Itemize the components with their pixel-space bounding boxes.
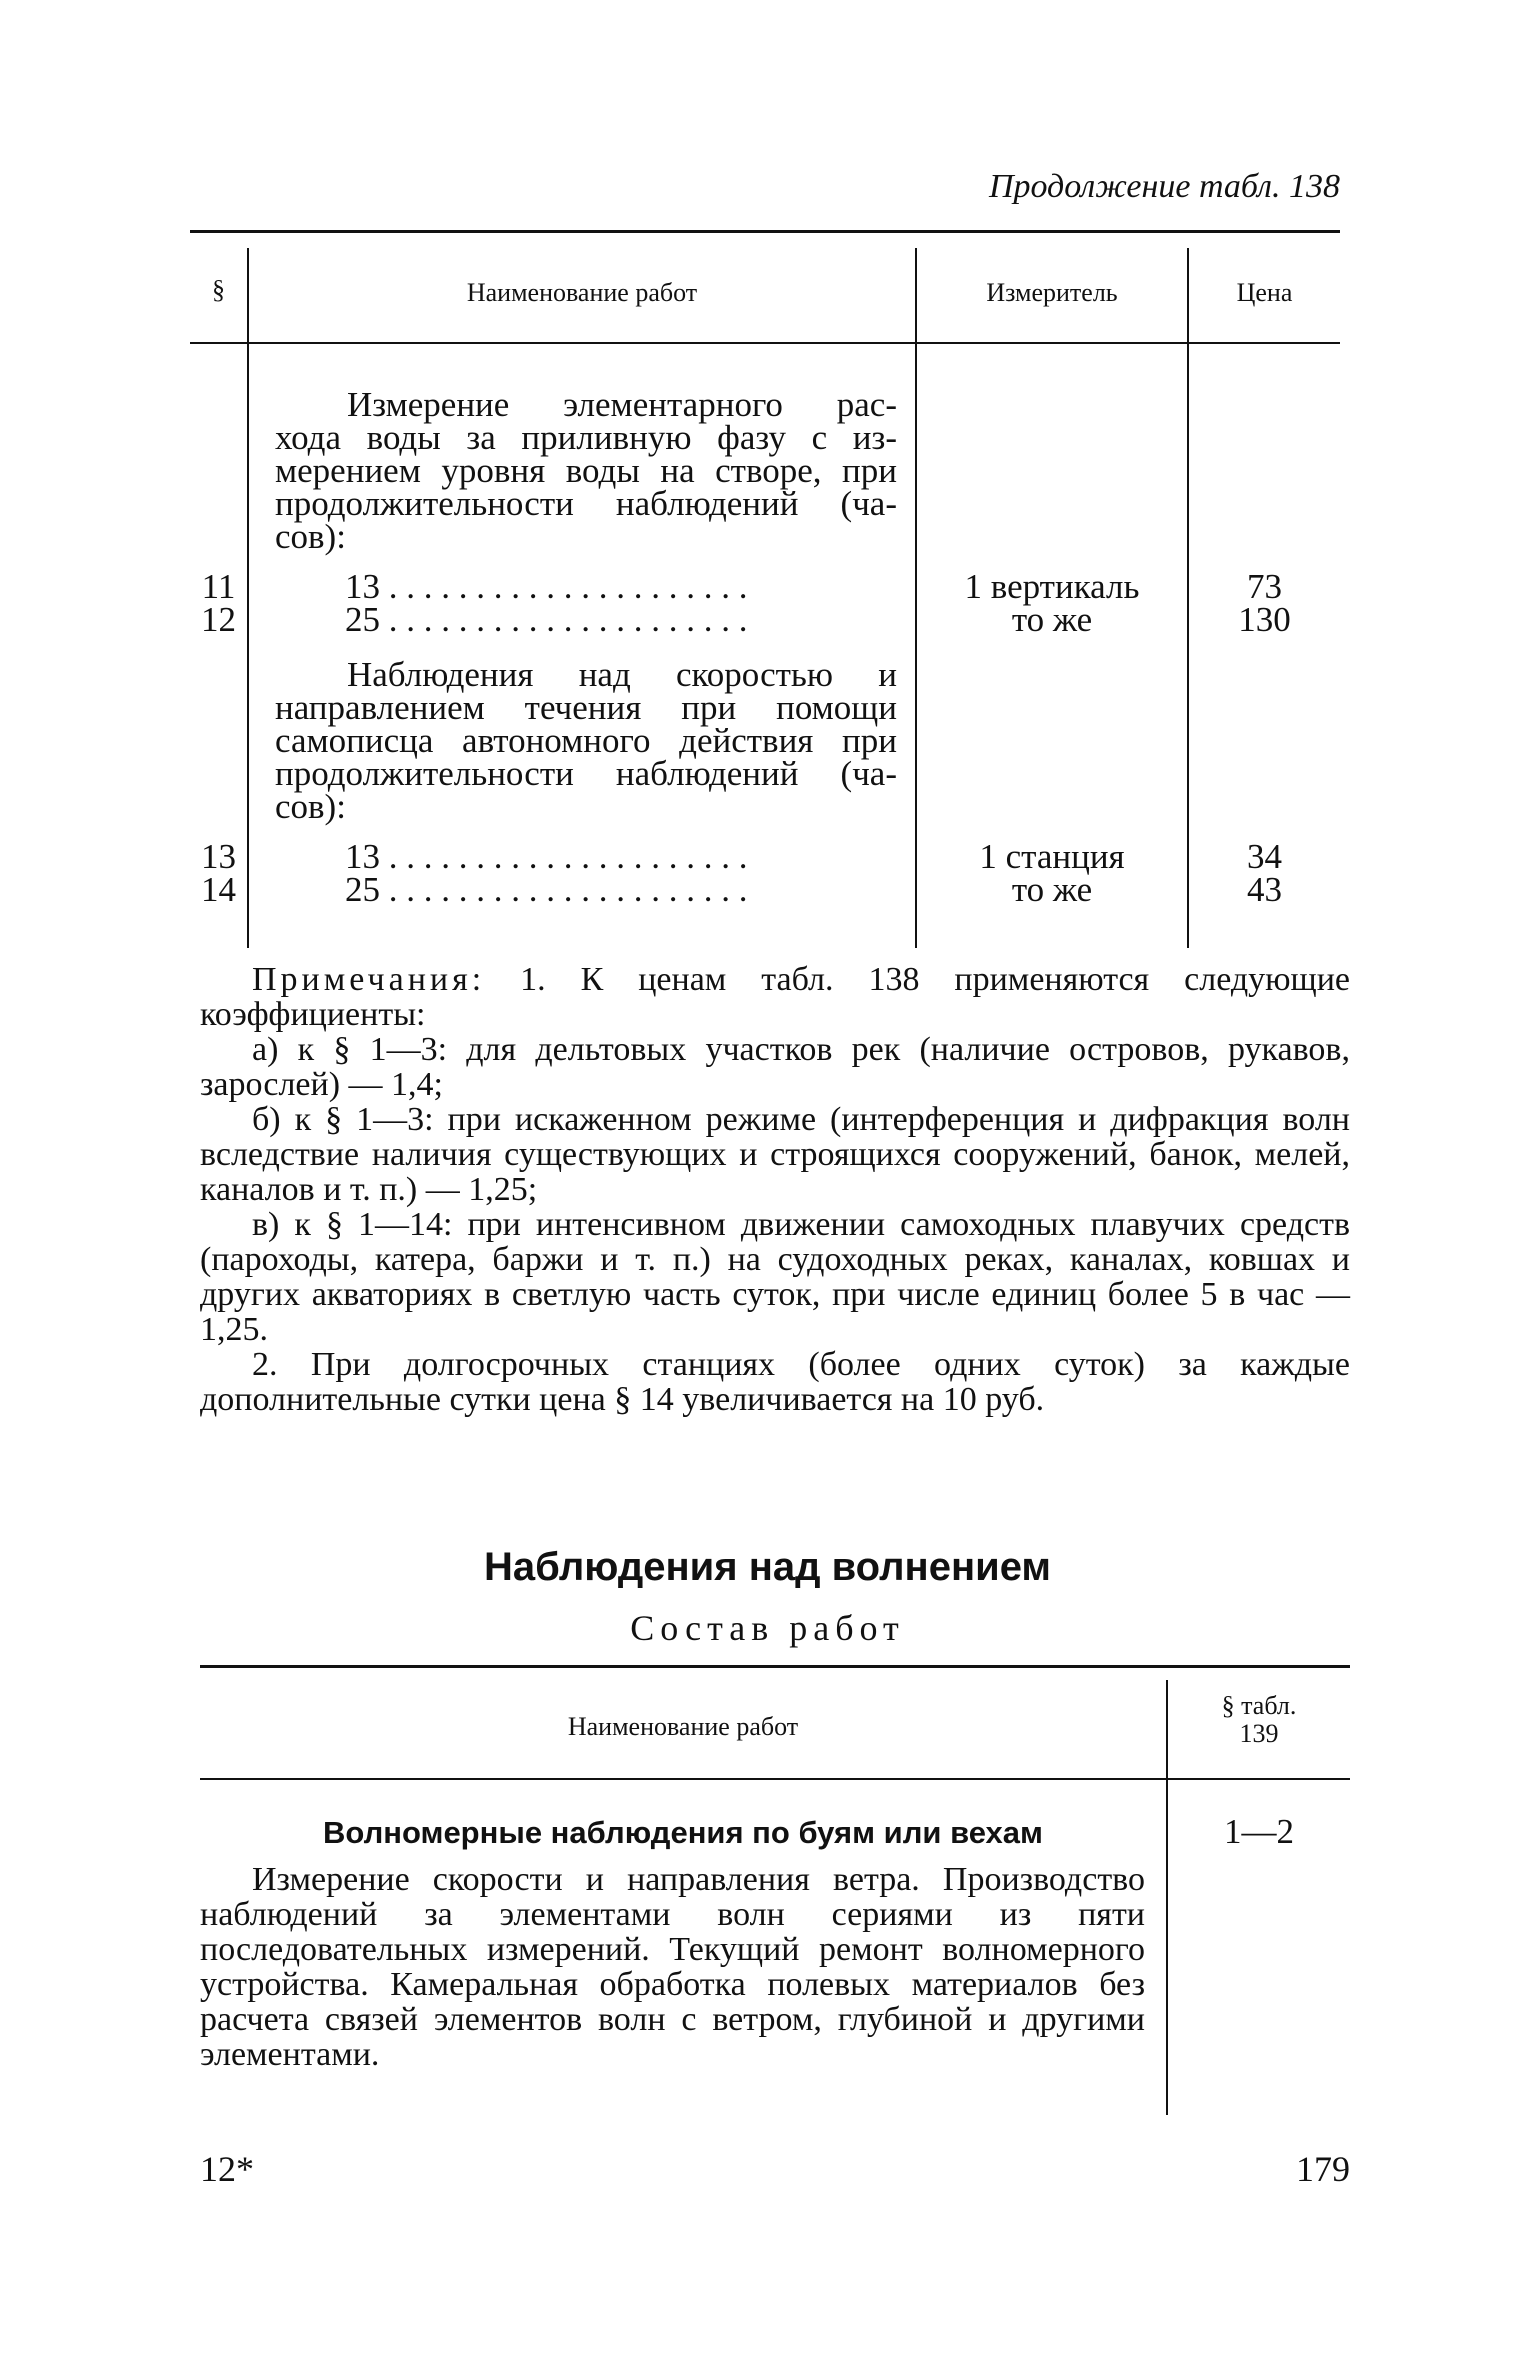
table2-header-ref: § табл. 139 bbox=[1221, 1691, 1297, 1748]
table-row-name: 25 . . . . . . . . . . . . . . . . . . . . . bbox=[345, 603, 748, 636]
table-top-rule bbox=[190, 230, 1340, 233]
group1-description: Измерение элементарного рас- хода воды за приливную фазу с из- мерением уровня воды на створе, при продолжительности наблюдений (ча- сов): bbox=[275, 385, 897, 556]
header-section: § bbox=[212, 275, 225, 304]
table-row-price: 34 bbox=[1247, 837, 1282, 876]
table-row-unit: 1 станция bbox=[979, 837, 1125, 876]
section-title: Наблюдения над волнением bbox=[483, 1545, 1051, 1589]
table-row-price: 43 bbox=[1247, 870, 1282, 909]
table-row-unit: то же bbox=[1011, 600, 1093, 639]
table-row-section: 13 bbox=[201, 837, 236, 876]
table2-header-rule bbox=[200, 1778, 1350, 1780]
table-row-name: 13 . . . . . . . . . . . . . . . . . . . . . bbox=[345, 840, 748, 873]
notes-block bbox=[200, 962, 1350, 1417]
table-row-price: 73 bbox=[1247, 567, 1282, 606]
table2-row-heading: Волномерные наблюдения по буям или вехам bbox=[323, 1815, 1043, 1850]
table2-top-rule bbox=[200, 1665, 1350, 1668]
header-unit: Измеритель bbox=[986, 278, 1118, 307]
table-row-name: 13 . . . . . . . . . . . . . . . . . . . . . bbox=[345, 570, 748, 603]
table2-row-text: Измерение скорости и направления ветра. Производство наблюдений за элементами волн сериями из пяти последовательных измерений. Текущий ремонт волномерного устройства. Камеральная обработка полевых материалов без расчета связей элементов волн с ветром, глубиной и другими элементами. bbox=[200, 1861, 1145, 2073]
table-row-price: 130 bbox=[1238, 600, 1291, 639]
table-row-section: 14 bbox=[201, 870, 236, 909]
group2-description: Наблюдения над скоростью и направлением течения при помощи самописца автономного действия при продолжительности наблюдений (ча- сов): bbox=[275, 655, 897, 826]
page-number: 179 bbox=[1296, 2149, 1350, 2189]
table-row-unit: то же bbox=[1011, 870, 1093, 909]
note-2: 2. При долгосрочных станциях (более одних суток) за каждые дополнительные сутки цена § 14 увеличивается на 10 руб. bbox=[200, 1346, 1350, 1418]
col-divider-1 bbox=[247, 248, 249, 948]
table-row-name: 25 . . . . . . . . . . . . . . . . . . . . . bbox=[345, 873, 748, 906]
note-1b: б) к § 1—3: при искаженном режиме (интерференция и дифракция волн вследствие наличия существующих и строящихся сооружений, банок, мелей, каналов и т. п.) — 1,25; bbox=[200, 1101, 1350, 1208]
table2-row-ref: 1—2 bbox=[1224, 1812, 1294, 1851]
table-row-unit: 1 вертикаль bbox=[964, 567, 1140, 606]
note-1: Примечания: 1. К ценам табл. 138 применяются следующие коэффициенты: bbox=[200, 961, 1351, 1033]
table-caption: Продолжение табл. 138 bbox=[988, 168, 1340, 205]
table2-header-name: Наименование работ bbox=[567, 1712, 799, 1741]
note-1a: а) к § 1—3: для дельтовых участков рек (наличие островов, рукавов, зарослей) — 1,4; bbox=[200, 1031, 1350, 1103]
header-price: Цена bbox=[1236, 278, 1293, 307]
table-row-section: 12 bbox=[201, 600, 236, 639]
footer-signature: 12* bbox=[200, 2149, 254, 2189]
header-name: Наименование работ bbox=[466, 278, 698, 307]
section-subtitle: Состав работ bbox=[630, 1608, 905, 1648]
table2-row-text-block bbox=[200, 1862, 1145, 2072]
table-header-rule bbox=[190, 342, 1340, 344]
table-row-section: 11 bbox=[201, 567, 236, 606]
note-1c: в) к § 1—14: при интенсивном движении самоходных плавучих средств (пароходы, катера, баржи и т. п.) на судоходных реках, каналах, ковшах и других акваториях в светлую часть суток, при числе единиц более 5 в час — 1,25. bbox=[200, 1206, 1350, 1348]
